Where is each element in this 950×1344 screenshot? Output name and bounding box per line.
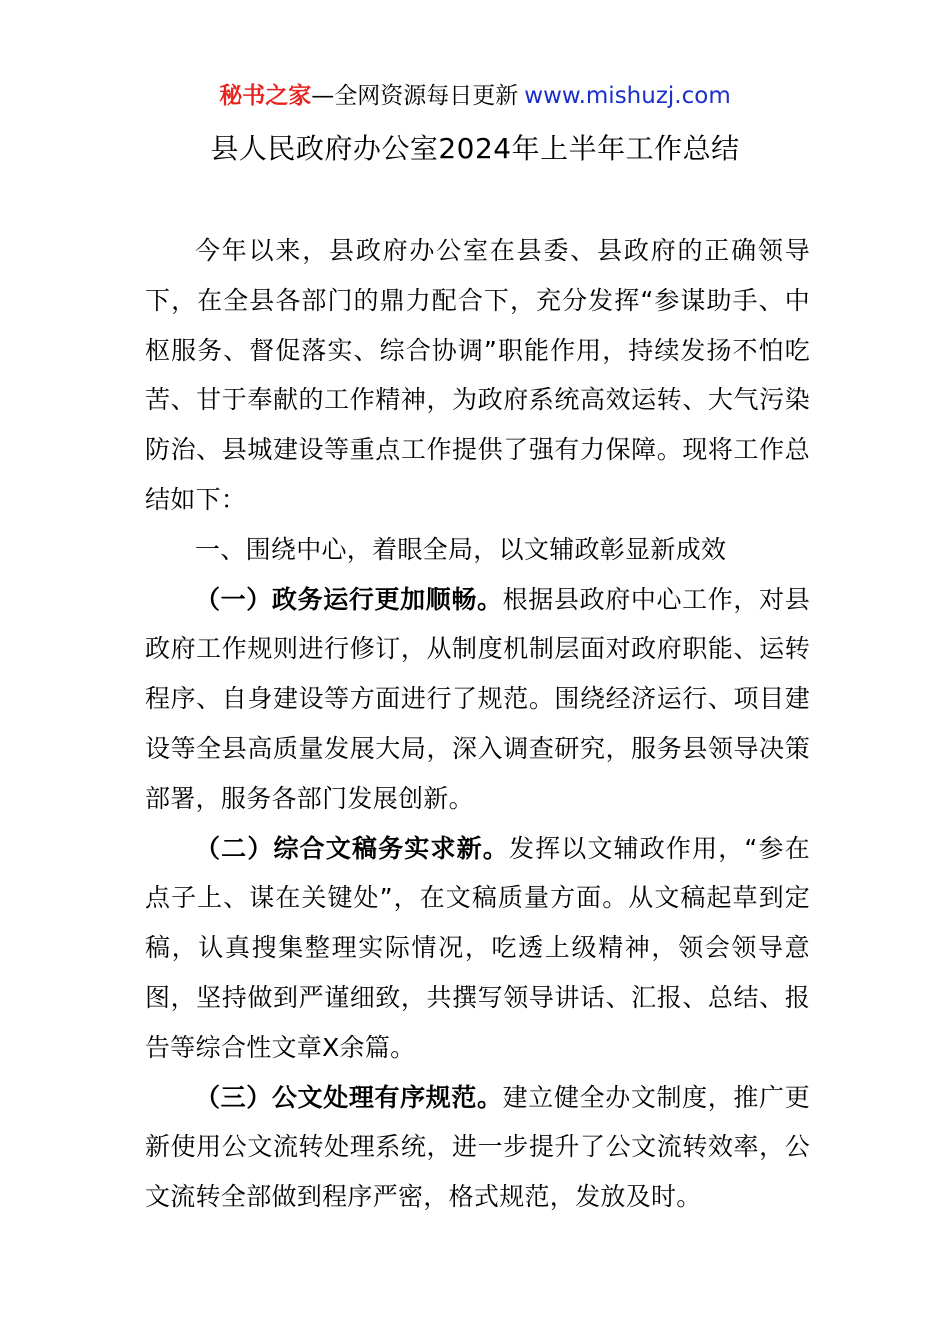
- site-url-link[interactable]: www.mishuzj.com: [524, 83, 731, 109]
- section-item-paragraph: [145, 1073, 810, 1222]
- item-body-text: 建立健全办文制度，推广更新使用公文流转处理系统，进一步提升了公文流转效率，公文流转全部做到程序严密，格式规范，发放及时。: [145, 1082, 810, 1212]
- intro-paragraph: 今年以来，县政府办公室在县委、县政府的正确领导下，在全县各部门的鼎力配合下，充分发挥“参谋助手、中枢服务、督促落实、综合协调”职能作用，持续发扬不怕吃苦、甘于奉献的工作精神，为政府系统高效运转、大气污染防治、县城建设等重点工作提供了强有力保障。现将工作总结如下：: [145, 236, 810, 514]
- document-body: [145, 226, 810, 1222]
- document-title: 县人民政府办公室2024年上半年工作总结: [210, 132, 740, 165]
- site-header-banner: [0, 80, 950, 112]
- section-item-paragraph: [145, 824, 810, 1073]
- item-lead-heading: （一）政务运行更加顺畅。: [195, 584, 503, 614]
- item-body-text: 发挥以文辅政作用，“参在点子上、谋在关键处”，在文稿质量方面。从文稿起草到定稿，认真搜集整理实际情况，吃透上级精神，领会领导意图，坚持做到严谨细致，共撰写领导讲话、汇报、总结、报告等综合性文章X余篇。: [145, 833, 810, 1062]
- item-lead-heading: （三）公文处理有序规范。: [195, 1082, 503, 1112]
- site-tagline: 全网资源每日更新: [334, 83, 519, 109]
- section-item-paragraph: [145, 575, 810, 824]
- site-name: 秘书之家: [219, 83, 312, 109]
- header-separator: —: [311, 83, 335, 109]
- item-body-text: 根据县政府中心工作，对县政府工作规则进行修订，从制度机制层面对政府职能、运转程序、自身建设等方面进行了规范。围绕经济运行、项目建设等全县高质量发展大局，深入调查研究，服务县领导决策部署，服务各部门发展创新。: [145, 584, 810, 813]
- item-lead-heading: （二）综合文稿务实求新。: [195, 833, 509, 863]
- section-heading: 一、围绕中心，着眼全局，以文辅政彰显新成效: [195, 534, 727, 564]
